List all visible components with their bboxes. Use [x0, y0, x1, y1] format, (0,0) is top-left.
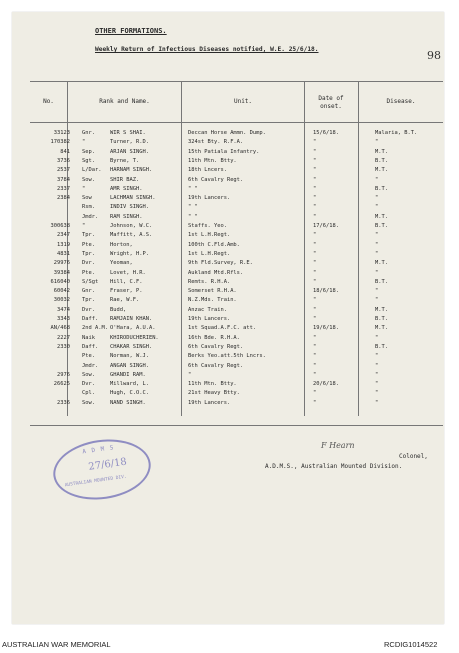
cell-no: 30032 [53, 297, 70, 304]
cell-disease: " [375, 241, 379, 248]
table-row [30, 270, 440, 279]
cell-name: ANGAN SINGH. [110, 362, 149, 369]
cell-unit: 15th Patiala Infantry. [188, 148, 260, 155]
cell-date: " [313, 232, 317, 239]
cell-unit: 100th C.Fld.Amb. [188, 241, 240, 248]
cell-date: " [313, 195, 317, 202]
column-header-unit: Unit. [233, 98, 253, 105]
cell-disease: " [375, 371, 379, 378]
cell-disease: " [375, 362, 379, 369]
cell-unit: Aukland Mtd.Rfls. [188, 269, 244, 276]
table-top-rule [30, 81, 443, 82]
table-row [30, 139, 440, 148]
cell-disease: B.T. [375, 316, 388, 322]
cell-date: " [313, 278, 317, 285]
cell-date: " [313, 362, 317, 369]
cell-unit: 1st L.H.Regt. [188, 250, 231, 257]
cell-date: " [313, 213, 317, 220]
cell-name: RAMJAIN KHAN. [110, 316, 153, 322]
column-header-disease: Disease. [386, 98, 416, 105]
cell-rank: Sow. [82, 399, 95, 406]
table-header-rule [30, 122, 443, 123]
table-row [30, 307, 440, 316]
cell-name: Horton, [110, 241, 133, 248]
cell-unit: 6th Cavalry Regt. [188, 362, 244, 369]
cell-rank: Daff. [82, 316, 99, 322]
cell-no: 39384 [53, 269, 70, 276]
cell-name: GHANDI RAM. [110, 371, 146, 378]
cell-name: SHIR BAZ. [110, 176, 140, 183]
document-subtitle: Weekly Return of Infectious Diseases notified, W.E. 25/6/18. [95, 46, 319, 53]
cell-disease: B.T. [375, 343, 388, 350]
cell-rank: Sow. [82, 371, 95, 378]
cell-no: 3736 [57, 157, 70, 164]
cell-name: Hugh, C.O.C. [110, 390, 149, 397]
cell-name: NAND SINGH. [110, 399, 146, 406]
cell-unit: Remts. R.H.A. [188, 278, 231, 285]
cell-rank: Cpl. [82, 390, 95, 397]
cell-name: CHAKAR SINGH. [110, 343, 153, 350]
cell-disease: M.T. [375, 213, 388, 220]
cell-date: 15/6/18. [313, 130, 339, 136]
cell-date: " [313, 139, 317, 146]
cell-no: 33123 [53, 130, 70, 136]
cell-unit: 11th Mtn. Btty. [188, 157, 237, 164]
cell-date: 18/6/18. [313, 288, 339, 295]
cell-no: 616040 [50, 278, 70, 285]
received-stamp: A D M S 27/6/18 AUSTRALIAN MOUNTED DIV. [49, 433, 154, 505]
cell-disease: B.T. [375, 278, 388, 285]
cell-no: 3474 [57, 306, 70, 313]
cell-date: " [313, 306, 317, 313]
table-row [30, 149, 440, 158]
table-row [30, 158, 440, 167]
cell-no: AN/468 [50, 325, 70, 332]
cell-no: 2976 [57, 371, 70, 378]
cell-disease: " [375, 334, 379, 341]
cell-rank: Daff. [82, 343, 99, 350]
table-row [30, 242, 440, 251]
cell-date: " [313, 353, 317, 360]
cell-unit: 16th Bde. R.H.A. [188, 334, 240, 341]
cell-rank: Pte. [82, 269, 95, 276]
cell-unit: 19th Lancers. [188, 399, 231, 406]
footer-source: AUSTRALIAN WAR MEMORIAL [2, 640, 111, 649]
cell-disease: " [375, 250, 379, 257]
cell-rank: Gnr. [82, 288, 95, 295]
cell-disease: " [375, 139, 379, 146]
cell-date: " [313, 148, 317, 155]
cell-date: " [313, 157, 317, 164]
table-row [30, 381, 440, 390]
cell-unit: " " [188, 185, 198, 192]
table-row [30, 344, 440, 353]
table-row [30, 363, 440, 372]
table-row [30, 297, 440, 306]
cell-disease: " [375, 353, 379, 360]
table-row [30, 372, 440, 381]
cell-rank: Sgt. [82, 157, 95, 164]
cell-disease: " [375, 204, 379, 211]
cell-name: Yeoman, [110, 260, 133, 267]
cell-no: 3343 [57, 316, 70, 322]
table-row [30, 232, 440, 241]
cell-name: ARJAN SINGH. [110, 148, 149, 155]
cell-rank: Gnr. [82, 130, 95, 136]
footer-reference: RCDIG1014522 [384, 640, 438, 649]
cell-name: Fraser, P. [110, 288, 143, 295]
table-row [30, 353, 440, 362]
cell-rank: S/Sgt [82, 278, 99, 285]
cell-name: RAM SINGH. [110, 213, 143, 220]
cell-name: Lovet, H.R. [110, 269, 146, 276]
cell-rank: Tpr. [82, 297, 95, 304]
cell-unit: 1st L.H.Regt. [188, 232, 231, 239]
cell-rank: " [82, 185, 86, 192]
cell-rank: L/Dar. [82, 167, 102, 174]
cell-name: Byrne, T. [110, 157, 140, 164]
folio-number: 98 [427, 49, 441, 62]
cell-disease: B.T. [375, 157, 388, 164]
cell-disease: " [375, 390, 379, 397]
cell-no: 29976 [53, 260, 70, 267]
table-row [30, 325, 440, 334]
cell-disease: B.T. [375, 185, 388, 192]
cell-name: LACHMAN SINGH. [110, 195, 156, 202]
cell-name: KHIRODUCHERIEN. [110, 334, 159, 341]
cell-unit: 21st Heavy Btty. [188, 390, 240, 397]
cell-no: 2336 [57, 399, 70, 406]
column-header-date: Date of onset. [318, 95, 344, 110]
cell-rank: Tpr. [82, 232, 95, 239]
cell-unit: N.Z.Mds. Train. [188, 297, 237, 304]
cell-rank: Dvr. [82, 381, 95, 388]
cell-name: Turner, R.D. [110, 139, 149, 146]
cell-date: " [313, 167, 317, 174]
cell-unit: Somerset R.H.A. [188, 288, 237, 295]
table-row [30, 390, 440, 399]
cell-unit: 1st Squad.A.F.C. att. [188, 325, 257, 332]
cell-disease: " [375, 381, 379, 388]
cell-rank: Naik [82, 334, 95, 341]
cell-disease: M.T. [375, 167, 388, 174]
cell-rank: Jmdr. [82, 213, 99, 220]
table-row [30, 177, 440, 186]
cell-no: 3784 [57, 176, 70, 183]
cell-rank: 2nd A.M. [82, 325, 108, 332]
cell-disease: " [375, 269, 379, 276]
cell-date: " [313, 176, 317, 183]
cell-date: 19/6/18. [313, 325, 339, 332]
cell-date: " [313, 371, 317, 378]
cell-no: 4831 [57, 250, 70, 257]
column-header-rank-name: Rank and Name. [99, 98, 150, 105]
cell-disease: " [375, 297, 379, 304]
column-header-no: No. [43, 98, 54, 105]
cell-date: 20/6/18. [313, 381, 339, 388]
cell-date: " [313, 343, 317, 350]
cell-disease: M.T. [375, 306, 388, 313]
cell-unit: 11th Mtn. Btty. [188, 381, 237, 388]
cell-unit: 19th Lancers. [188, 316, 231, 322]
document-title: OTHER FORMATIONS. [95, 27, 167, 35]
cell-rank: Dvr. [82, 306, 95, 313]
cell-no: 2330 [57, 343, 70, 350]
cell-rank: " [82, 139, 86, 146]
cell-no: 2227 [57, 334, 70, 341]
cell-unit: " " [188, 204, 198, 211]
cell-unit: 6th Cavalry Regt. [188, 343, 244, 350]
cell-rank: Dvr. [82, 260, 95, 267]
cell-name: Hill, C.F. [110, 278, 143, 285]
cell-unit: 324st Bty. R.F.A. [188, 139, 244, 146]
cell-name: Wright, H.P. [110, 250, 149, 257]
cell-name: Maffitt, A.S. [110, 232, 153, 239]
cell-no: 1319 [57, 241, 70, 248]
table-row [30, 288, 440, 297]
table-row [30, 195, 440, 204]
cell-disease: " [375, 232, 379, 239]
cell-date: " [313, 334, 317, 341]
cell-disease: M.T. [375, 260, 388, 267]
cell-rank: Sow. [82, 176, 95, 183]
cell-rank: " [82, 223, 86, 229]
table-row [30, 260, 440, 269]
cell-unit: Berks Yeo.att.5th Lncrs. [188, 353, 266, 360]
cell-unit: 6th Cavalry Regt. [188, 176, 244, 183]
cell-unit: 18th Lncers. [188, 167, 227, 174]
cell-date: " [313, 390, 317, 397]
cell-rank: Sep. [82, 148, 95, 155]
cell-no: 2537 [57, 167, 70, 174]
cell-name: O'Hara, A.U.A. [110, 325, 156, 332]
cell-rank: Sow [82, 195, 92, 202]
cell-unit: Anzac Train. [188, 306, 227, 313]
cell-name: Millward, L. [110, 381, 149, 388]
table-row [30, 316, 440, 325]
table-row [30, 186, 440, 195]
table-row [30, 204, 440, 213]
cell-name: HARNAM SINGH. [110, 167, 153, 174]
table-row [30, 130, 440, 139]
cell-name: AMR SINGH. [110, 185, 143, 192]
cell-name: Johnson, W.C. [110, 223, 153, 229]
cell-date: " [313, 204, 317, 211]
signature: F Hearn [321, 441, 355, 450]
cell-disease: " [375, 176, 379, 183]
cell-date: " [313, 250, 317, 257]
cell-no: 2384 [57, 195, 70, 202]
cell-no: 2347 [57, 232, 70, 239]
cell-disease: M.T. [375, 148, 388, 155]
cell-unit: Deccan Horse Ammn. Dump. [188, 130, 266, 136]
cell-rank: Pte. [82, 241, 95, 248]
cell-date: " [313, 316, 317, 322]
table-row [30, 400, 440, 409]
cell-unit: " " [188, 213, 198, 220]
cell-disease: " [375, 195, 379, 202]
cell-rank: Pte. [82, 353, 95, 360]
cell-date: " [313, 241, 317, 248]
cell-unit: Staffs. Yeo. [188, 223, 227, 229]
cell-date: " [313, 399, 317, 406]
cell-unit: 19th Lancers. [188, 195, 231, 202]
cell-no: 300638 [50, 223, 70, 229]
table-row [30, 167, 440, 176]
table-row [30, 223, 440, 232]
cell-no: 26625 [53, 381, 70, 388]
cell-disease: " [375, 288, 379, 295]
signatory-title: A.D.M.S., Australian Mounted Division. [265, 463, 403, 470]
cell-rank: Rsm. [82, 204, 95, 211]
cell-no: 170382 [50, 139, 70, 146]
table-row [30, 251, 440, 260]
cell-disease: B.T. [375, 223, 388, 229]
cell-name: Norman, W.J. [110, 353, 149, 360]
cell-name: INDIV SINGH. [110, 204, 149, 211]
cell-unit: " [188, 371, 192, 378]
cell-rank: Jmdr. [82, 362, 99, 369]
cell-no: 2337 [57, 185, 70, 192]
cell-unit: 9th Fld.Survey, R.E. [188, 260, 253, 267]
cell-disease: M.T. [375, 325, 388, 332]
table-row [30, 279, 440, 288]
cell-name: Budd, [110, 306, 127, 313]
cell-no: 841 [60, 148, 70, 155]
cell-date: " [313, 260, 317, 267]
signatory-rank: Colonel, [399, 453, 428, 460]
cell-name: WIR S SHAI. [110, 130, 146, 136]
cell-date: " [313, 185, 317, 192]
table-bottom-rule [30, 425, 443, 426]
cell-date: " [313, 297, 317, 304]
cell-disease: " [375, 399, 379, 406]
cell-disease: Malaria, B.T. [375, 130, 418, 136]
cell-name: Rae, W.F. [110, 297, 140, 304]
table-row [30, 335, 440, 344]
cell-no: 60042 [53, 288, 70, 295]
cell-date: 17/6/18. [313, 223, 339, 229]
cell-rank: Tpr. [82, 250, 95, 257]
table-row [30, 214, 440, 223]
cell-date: " [313, 269, 317, 276]
